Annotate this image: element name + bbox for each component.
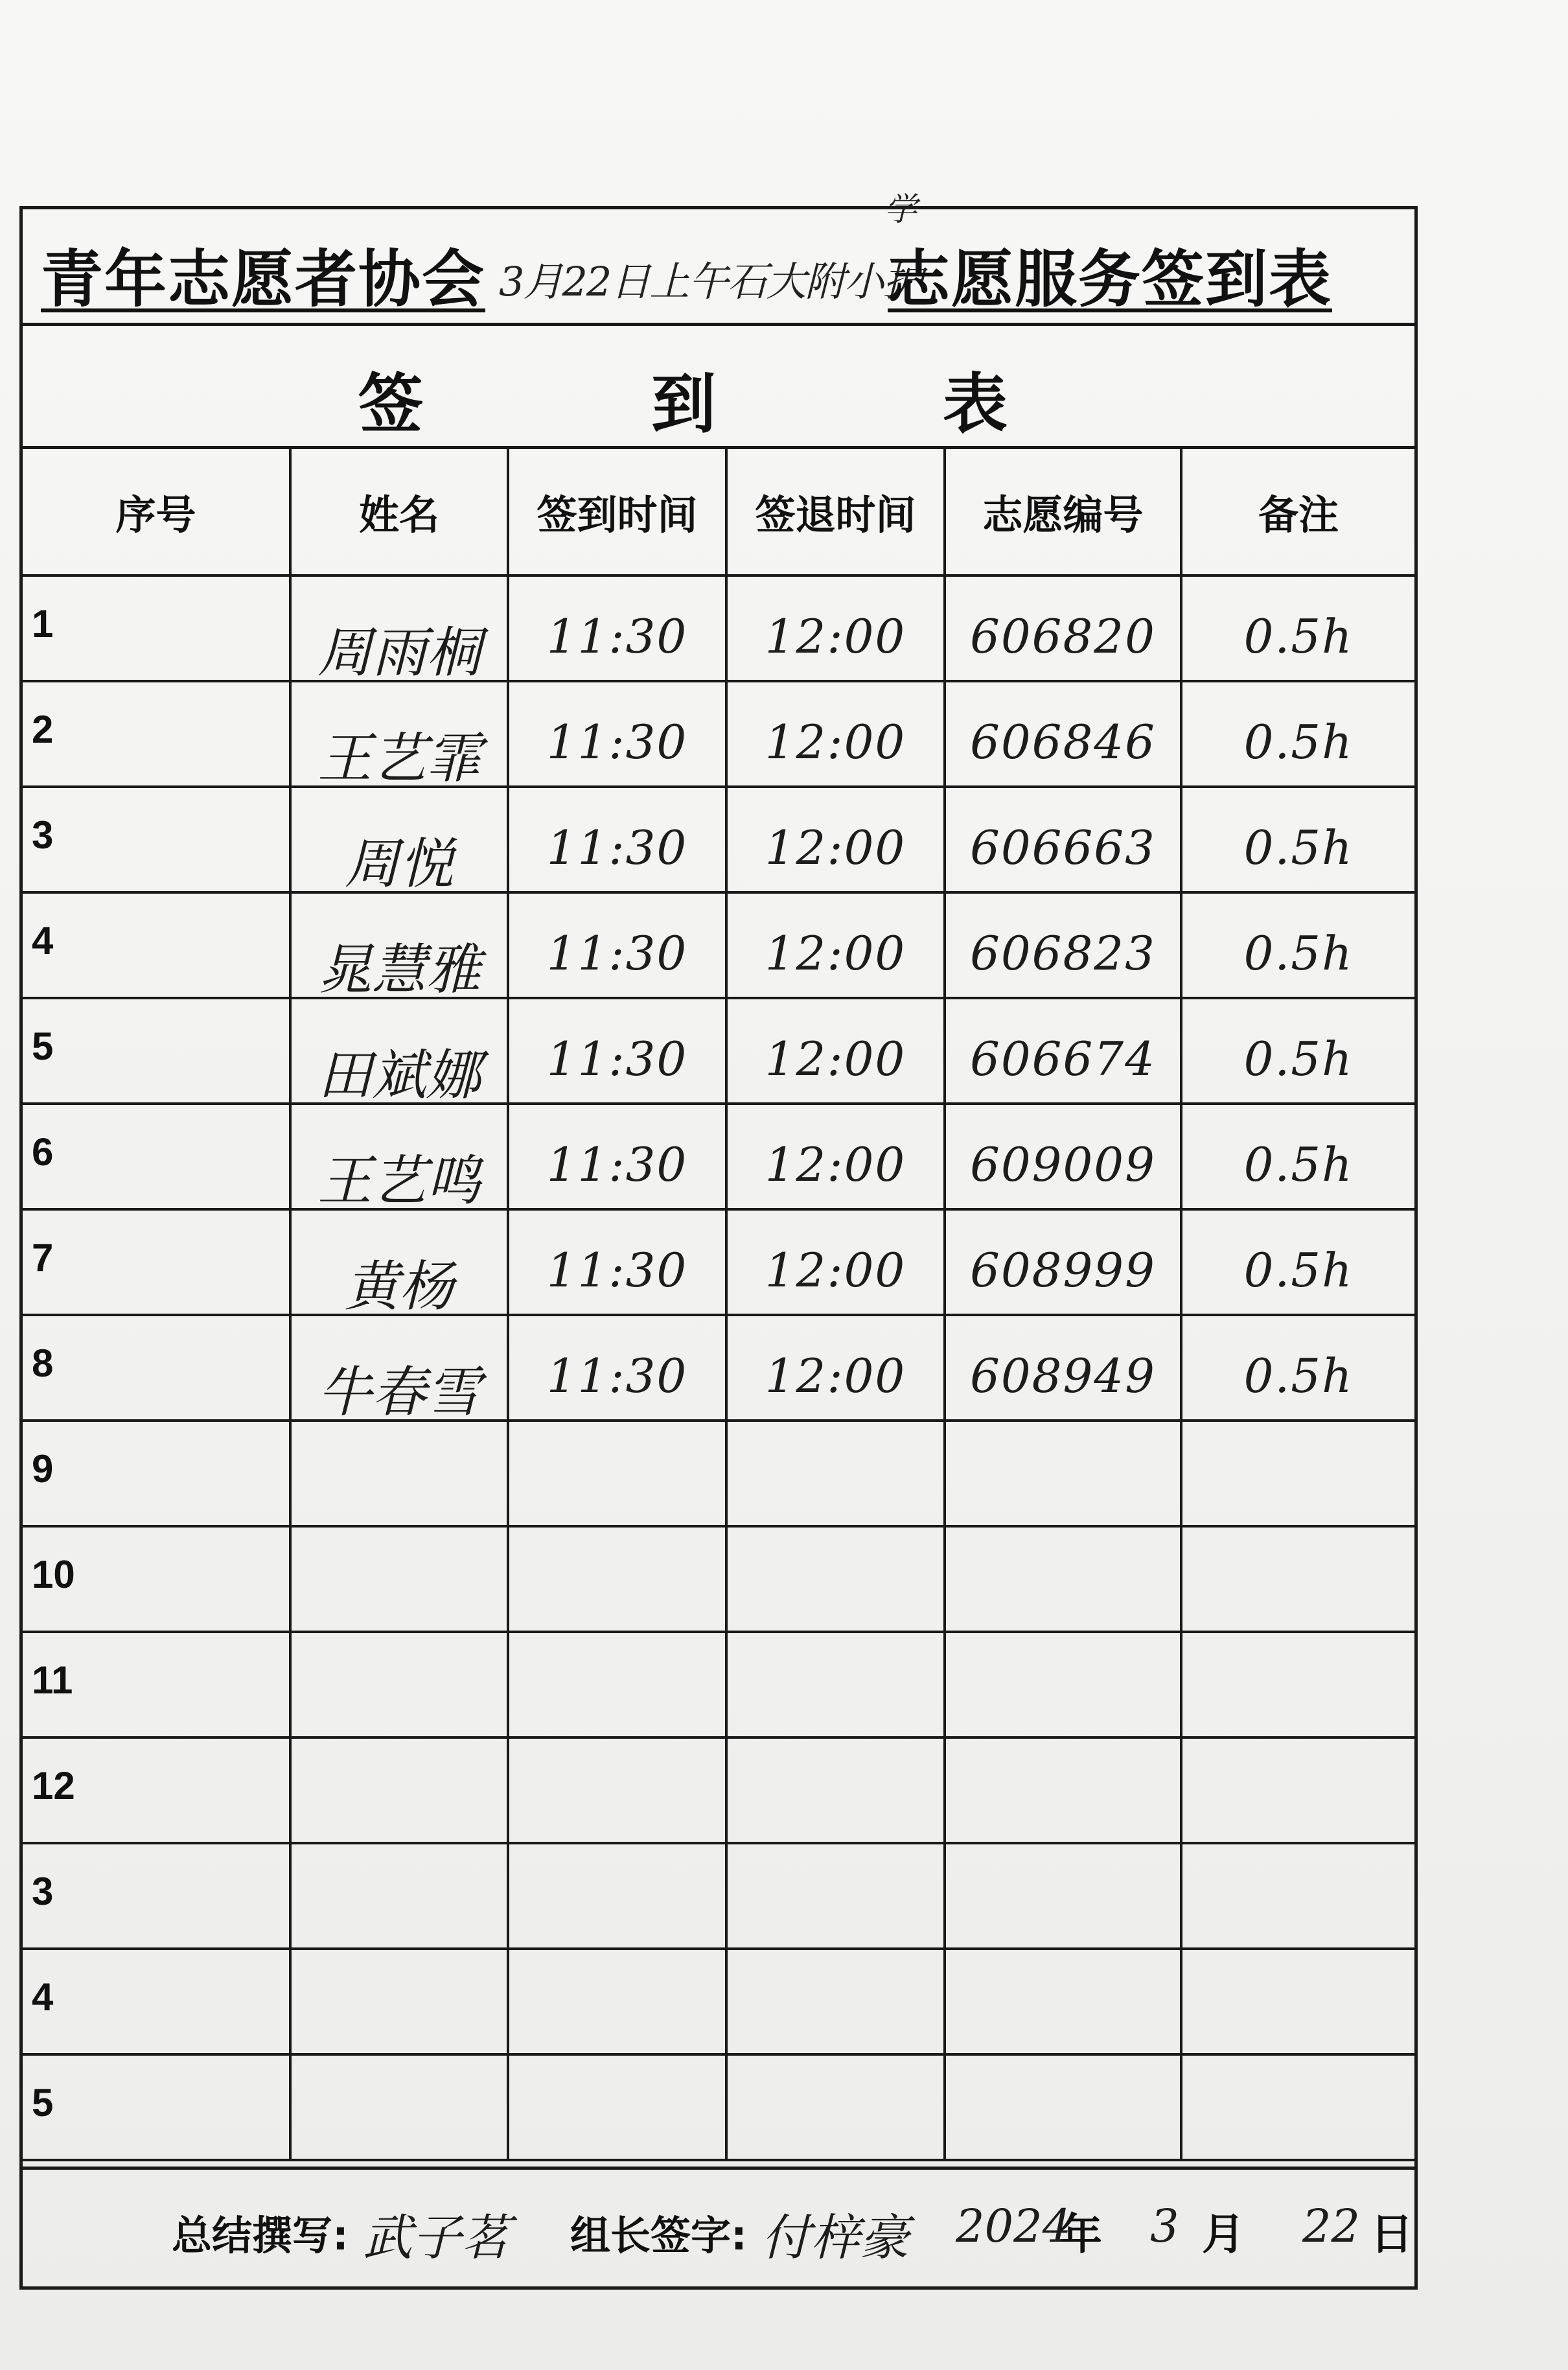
- sign-in-sheet: [19, 191, 1418, 2290]
- cell-volunteer-name: [290, 1949, 508, 2054]
- sign-out-time: 12:00: [765, 820, 906, 875]
- date-year: 2024: [956, 2200, 1072, 2253]
- title-prefix: 青年志愿者协会: [41, 243, 485, 316]
- row-index: 4: [32, 1975, 54, 2019]
- row-index: 11: [32, 1658, 73, 1702]
- cell-note: [1181, 1843, 1414, 1949]
- sign-out-time: 12:00: [765, 1032, 906, 1086]
- cell-volunteer-id: [945, 1421, 1181, 1526]
- table-row: [23, 1104, 1414, 1209]
- cell-volunteer-id: [945, 1526, 1181, 1632]
- cell-volunteer-name: [290, 1526, 508, 1632]
- table-row: [23, 1737, 1414, 1843]
- cell-row-index: [23, 1632, 290, 1737]
- volunteer-id: 606846: [970, 715, 1156, 769]
- cell-sign-in-time: [508, 892, 726, 998]
- sign-in-time: 11:30: [546, 609, 688, 664]
- cell-volunteer-id: [945, 998, 1181, 1104]
- cell-volunteer-name: [290, 2054, 508, 2160]
- leader-signature: 付梓豪: [761, 2209, 909, 2266]
- cell-volunteer-id: [945, 892, 1181, 998]
- cell-note: [1181, 892, 1414, 998]
- cell-row-index: [23, 1209, 290, 1315]
- date-month: 3: [1150, 2200, 1179, 2253]
- cell-row-index: [23, 1526, 290, 1632]
- table-row: [23, 1421, 1414, 1526]
- cell-volunteer-id: [945, 1315, 1181, 1421]
- volunteer-name: 王艺霏: [317, 726, 481, 790]
- sign-in-time: 11:30: [546, 1137, 688, 1192]
- title-handwritten-event: 3月22日上午石大附小护: [499, 258, 922, 305]
- heading-char-2: 到: [651, 366, 716, 442]
- cell-note: [1181, 2054, 1414, 2160]
- cell-sign-in-time: [508, 1209, 726, 1315]
- header-volunteer-id: 志愿编号: [945, 449, 1181, 575]
- volunteer-name: 田斌娜: [317, 1043, 481, 1107]
- title-row: [23, 191, 1414, 326]
- note: 0.5h: [1243, 1032, 1354, 1086]
- cell-volunteer-name: [290, 1421, 508, 1526]
- cell-volunteer-name: [290, 1315, 508, 1424]
- row-index: 5: [32, 1025, 54, 1068]
- volunteer-name: 王艺鸣: [317, 1149, 481, 1213]
- header-note: 备注: [1181, 449, 1414, 575]
- date-day-unit: 日: [1370, 2209, 1413, 2259]
- cell-sign-out-time: [726, 1949, 945, 2054]
- cell-volunteer-id: [945, 1632, 1181, 1737]
- row-index: 12: [32, 1764, 75, 1807]
- volunteer-id: 606820: [970, 609, 1156, 664]
- volunteer-name: 周雨桐: [317, 621, 481, 684]
- cell-note: [1181, 998, 1414, 1104]
- sign-in-time: 11:30: [546, 715, 688, 769]
- heading-char-3: 表: [943, 366, 1008, 442]
- cell-note: [1181, 1315, 1414, 1421]
- cell-volunteer-name: [290, 787, 508, 896]
- header-sign-in-time: 签到时间: [508, 449, 726, 575]
- note: 0.5h: [1243, 1243, 1354, 1297]
- cell-note: [1181, 1949, 1414, 2054]
- sheet-heading: [23, 326, 1414, 449]
- cell-sign-in-time: [508, 1104, 726, 1209]
- cell-sign-out-time: [726, 1209, 945, 1315]
- cell-volunteer-name: [290, 1632, 508, 1737]
- volunteer-id: 606674: [970, 1032, 1156, 1086]
- cell-row-index: [23, 2054, 290, 2160]
- date-day: 22: [1302, 2200, 1361, 2253]
- cell-row-index: [23, 1737, 290, 1843]
- table-row: [23, 1843, 1414, 1949]
- leader-label: 组长签字:: [570, 2212, 747, 2259]
- cell-note: [1181, 575, 1414, 681]
- attendance-table: [23, 449, 1414, 2161]
- header-sign-out-time: 签退时间: [726, 449, 945, 575]
- volunteer-name: 周悦: [344, 832, 454, 896]
- cell-note: [1181, 1421, 1414, 1526]
- sign-out-time: 12:00: [765, 609, 906, 664]
- cell-sign-out-time: [726, 1632, 945, 1737]
- table-row: [23, 575, 1414, 681]
- cell-sign-out-time: [726, 681, 945, 787]
- cell-sign-in-time: [508, 1949, 726, 2054]
- volunteer-name: 黄杨: [344, 1255, 454, 1318]
- cell-sign-out-time: [726, 1843, 945, 1949]
- summary-label: 总结撰写:: [172, 2212, 349, 2259]
- sign-out-time: 12:00: [765, 1137, 906, 1192]
- note: 0.5h: [1243, 1137, 1354, 1192]
- volunteer-id: 606823: [970, 926, 1156, 981]
- cell-sign-in-time: [508, 787, 726, 892]
- header-name: 姓名: [290, 449, 508, 575]
- cell-sign-in-time: [508, 1315, 726, 1421]
- cell-volunteer-id: [945, 1104, 1181, 1209]
- table-header-row: [23, 449, 1414, 575]
- cell-row-index: [23, 998, 290, 1104]
- cell-sign-in-time: [508, 998, 726, 1104]
- cell-sign-in-time: [508, 1843, 726, 1949]
- cell-volunteer-name: [290, 1104, 508, 1213]
- note: 0.5h: [1243, 926, 1354, 981]
- cell-sign-out-time: [726, 1315, 945, 1421]
- cell-row-index: [23, 1421, 290, 1526]
- sign-in-time: 11:30: [546, 1032, 688, 1086]
- note: 0.5h: [1243, 1349, 1354, 1403]
- row-index: 8: [32, 1342, 54, 1385]
- note: 0.5h: [1243, 820, 1354, 875]
- table-row: [23, 787, 1414, 892]
- row-index: 5: [32, 2081, 54, 2124]
- footer-row: [23, 2167, 1414, 2286]
- cell-row-index: [23, 787, 290, 892]
- cell-note: [1181, 681, 1414, 787]
- cell-sign-out-time: [726, 1104, 945, 1209]
- cell-sign-in-time: [508, 1421, 726, 1526]
- cell-sign-out-time: [726, 998, 945, 1104]
- cell-volunteer-id: [945, 681, 1181, 787]
- row-index: 9: [32, 1447, 54, 1491]
- cell-sign-in-time: [508, 1526, 726, 1632]
- cell-volunteer-name: [290, 998, 508, 1107]
- sign-in-time: 11:30: [546, 820, 688, 875]
- cell-note: [1181, 1526, 1414, 1632]
- cell-sign-in-time: [508, 1737, 726, 1843]
- table-row: [23, 2054, 1414, 2160]
- cell-volunteer-name: [290, 1737, 508, 1843]
- volunteer-name: 牛春雪: [317, 1360, 481, 1424]
- summary-signature: 武子茗: [363, 2209, 511, 2266]
- cell-sign-out-time: [726, 787, 945, 892]
- title-handwritten-insert: 学: [884, 191, 917, 228]
- cell-sign-out-time: [726, 575, 945, 681]
- cell-volunteer-id: [945, 1209, 1181, 1315]
- volunteer-id: 606663: [970, 820, 1156, 875]
- table-row: [23, 892, 1414, 998]
- cell-sign-out-time: [726, 892, 945, 998]
- cell-volunteer-id: [945, 787, 1181, 892]
- cell-sign-in-time: [508, 681, 726, 787]
- volunteer-id: 608999: [970, 1243, 1156, 1297]
- row-index: 6: [32, 1130, 54, 1174]
- cell-row-index: [23, 1949, 290, 2054]
- row-index: 4: [32, 919, 54, 962]
- cell-sign-out-time: [726, 1526, 945, 1632]
- cell-sign-in-time: [508, 575, 726, 681]
- table-row: [23, 1949, 1414, 2054]
- cell-volunteer-id: [945, 1843, 1181, 1949]
- cell-note: [1181, 787, 1414, 892]
- row-index: 10: [32, 1553, 75, 1596]
- sign-out-time: 12:00: [765, 1349, 906, 1403]
- row-index: 2: [32, 708, 54, 751]
- sign-in-time: 11:30: [546, 1243, 688, 1297]
- note: 0.5h: [1243, 715, 1354, 769]
- date-year-unit: 年: [1059, 2209, 1102, 2259]
- cell-volunteer-name: [290, 681, 508, 790]
- volunteer-id: 609009: [970, 1137, 1156, 1192]
- cell-row-index: [23, 1104, 290, 1209]
- row-index: 3: [32, 813, 54, 857]
- date-month-unit: 月: [1202, 2209, 1245, 2259]
- cell-sign-out-time: [726, 1737, 945, 1843]
- row-index: 3: [32, 1870, 54, 1913]
- cell-volunteer-id: [945, 1949, 1181, 2054]
- sign-out-time: 12:00: [765, 715, 906, 769]
- volunteer-id: 608949: [970, 1349, 1156, 1403]
- cell-sign-in-time: [508, 1632, 726, 1737]
- table-row: [23, 1209, 1414, 1315]
- header-index: 序号: [23, 449, 290, 575]
- table-row: [23, 998, 1414, 1104]
- cell-volunteer-id: [945, 575, 1181, 681]
- table-row: [23, 1315, 1414, 1421]
- cell-sign-out-time: [726, 2054, 945, 2160]
- cell-sign-in-time: [508, 2054, 726, 2160]
- cell-row-index: [23, 681, 290, 787]
- cell-volunteer-name: [290, 1843, 508, 1949]
- table-row: [23, 681, 1414, 787]
- cell-note: [1181, 1632, 1414, 1737]
- sign-in-time: 11:30: [546, 926, 688, 981]
- cell-volunteer-id: [945, 2054, 1181, 2160]
- sign-out-time: 12:00: [765, 1243, 906, 1297]
- cell-row-index: [23, 892, 290, 998]
- cell-volunteer-name: [290, 575, 508, 684]
- note: 0.5h: [1243, 609, 1354, 664]
- volunteer-name: 晁慧雅: [317, 938, 481, 1001]
- title-suffix: 志愿服务签到表: [888, 243, 1332, 316]
- table-row: [23, 1526, 1414, 1632]
- cell-note: [1181, 1209, 1414, 1315]
- cell-volunteer-id: [945, 1737, 1181, 1843]
- row-index: 7: [32, 1236, 54, 1279]
- cell-row-index: [23, 1843, 290, 1949]
- heading-char-1: 签: [358, 366, 423, 442]
- cell-note: [1181, 1737, 1414, 1843]
- cell-row-index: [23, 1315, 290, 1421]
- table-row: [23, 1632, 1414, 1737]
- cell-sign-out-time: [726, 1421, 945, 1526]
- cell-row-index: [23, 575, 290, 681]
- sign-out-time: 12:00: [765, 926, 906, 981]
- cell-volunteer-name: [290, 1209, 508, 1318]
- sign-in-time: 11:30: [546, 1349, 688, 1403]
- row-index: 1: [32, 602, 54, 645]
- cell-volunteer-name: [290, 892, 508, 1001]
- cell-note: [1181, 1104, 1414, 1209]
